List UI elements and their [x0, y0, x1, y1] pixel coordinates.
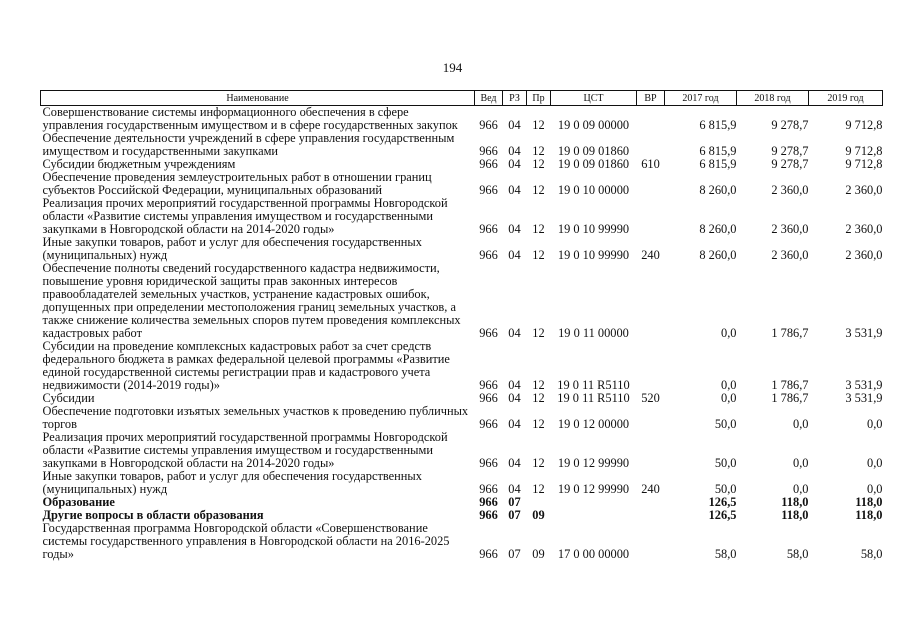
- cell-y2018: 0,0: [793, 456, 809, 470]
- cell-rz: 04: [508, 417, 521, 431]
- cell-cst: 19 0 09 01860: [557, 144, 630, 158]
- cell-vr: [637, 405, 665, 431]
- cell-y2017: 58,0: [714, 547, 737, 561]
- cell-y2017: 50,0: [714, 417, 737, 431]
- cell-y2018: 1 786,7: [771, 378, 809, 392]
- cell-y2019: 9 712,8: [845, 118, 883, 132]
- cell-name: Субсидии на проведение комплексных кадастровых работ за счет средств федерального бюджета в рамках федеральной целевой программы «Развитие единой государственной системы регистрации прав и кадастрового учета недвижимости (2014-2019 годы)»: [42, 339, 450, 392]
- cell-rz: 04: [508, 326, 521, 340]
- table-header: [41, 91, 883, 106]
- cell-name: Образование: [42, 495, 115, 509]
- cell-y2018: 118,0: [781, 508, 809, 522]
- cell-ved: 966: [479, 378, 498, 392]
- header-vr: ВР: [637, 91, 665, 106]
- cell-y2018: 118,0: [781, 495, 809, 509]
- cell-cst: 19 0 09 01860: [557, 157, 630, 171]
- cell-y2018: 2 360,0: [771, 248, 809, 262]
- cell-ved: 966: [479, 183, 498, 197]
- cell-y2017: 0,0: [721, 391, 737, 405]
- cell-y2017: 126,5: [708, 508, 737, 522]
- cell-cst: [551, 509, 637, 522]
- cell-y2018: 9 278,7: [771, 157, 809, 171]
- cell-y2017: 8 260,0: [699, 183, 737, 197]
- cell-name: Иные закупки товаров, работ и услуг для обеспечения государственных (муниципальных) нужд: [42, 469, 422, 496]
- header-2017: 2017 год: [665, 91, 737, 106]
- cell-ved: 966: [479, 118, 498, 132]
- budget-table: [40, 90, 883, 561]
- table-row: [41, 197, 883, 236]
- cell-cst: [551, 496, 637, 509]
- cell-y2017: 0,0: [721, 378, 737, 392]
- cell-name: Совершенствование системы информационного обеспечения в сфере управления государственным имуществом и в сфере государственных закупок: [42, 105, 458, 132]
- cell-vr: 240: [641, 482, 660, 496]
- cell-cst: 19 0 11 R5110: [557, 378, 630, 392]
- header-cst: ЦСТ: [551, 91, 637, 106]
- cell-y2017: 6 815,9: [699, 157, 737, 171]
- cell-rz: 04: [508, 248, 521, 262]
- cell-pr: 09: [532, 547, 545, 561]
- cell-name: Реализация прочих мероприятий государственной программы Новгородской области «Развитие системы управления имуществом и государственными закупками в Новгородской области на 2014-2020 годы»: [42, 430, 448, 470]
- cell-y2018: 0,0: [793, 417, 809, 431]
- cell-pr: 12: [532, 378, 545, 392]
- cell-name: Субсидии: [42, 391, 95, 405]
- cell-y2017: 6 815,9: [699, 118, 737, 132]
- cell-y2019: 2 360,0: [845, 183, 883, 197]
- cell-y2018: 0,0: [793, 482, 809, 496]
- cell-name: Обеспечение деятельности учреждений в сфере управления государственным имуществом и государственными закупками: [42, 131, 455, 158]
- header-2018: 2018 год: [737, 91, 809, 106]
- cell-ved: 966: [479, 144, 498, 158]
- cell-rz: 04: [508, 482, 521, 496]
- header-2019: 2019 год: [809, 91, 883, 106]
- cell-y2019: 0,0: [867, 482, 883, 496]
- cell-y2019: 118,0: [855, 495, 883, 509]
- cell-ved: 966: [479, 391, 498, 405]
- cell-y2019: 3 531,9: [845, 378, 883, 392]
- cell-y2017: 50,0: [714, 456, 737, 470]
- cell-y2017: 0,0: [721, 326, 737, 340]
- header-rz: РЗ: [503, 91, 527, 106]
- cell-y2019: 0,0: [867, 456, 883, 470]
- cell-pr: 12: [532, 326, 545, 340]
- cell-name: Обеспечение проведения землеустроительных работ в отношении границ субъектов Российской Федерации, муниципальных образований: [42, 170, 432, 197]
- cell-pr: 12: [532, 391, 545, 405]
- cell-pr: 12: [532, 118, 545, 132]
- table-row: [41, 340, 883, 392]
- cell-vr: [637, 262, 665, 340]
- table-row: [41, 236, 883, 262]
- cell-y2019: 2 360,0: [845, 222, 883, 236]
- cell-y2018: 9 278,7: [771, 118, 809, 132]
- cell-y2019: 3 531,9: [845, 391, 883, 405]
- cell-pr: 12: [532, 222, 545, 236]
- cell-vr: [637, 496, 665, 509]
- cell-vr: [637, 431, 665, 470]
- cell-y2018: 2 360,0: [771, 183, 809, 197]
- cell-pr: 09: [532, 508, 545, 522]
- cell-vr: [637, 171, 665, 197]
- cell-y2017: 8 260,0: [699, 248, 737, 262]
- cell-y2019: 58,0: [860, 547, 883, 561]
- cell-rz: 07: [508, 495, 521, 509]
- cell-pr: 12: [532, 248, 545, 262]
- cell-y2018: 1 786,7: [771, 326, 809, 340]
- table-row: [41, 171, 883, 197]
- table-row: [41, 431, 883, 470]
- cell-cst: 19 0 12 00000: [557, 417, 630, 431]
- cell-y2018: 2 360,0: [771, 222, 809, 236]
- cell-vr: [637, 522, 665, 561]
- table-row: [41, 132, 883, 158]
- cell-y2017: 8 260,0: [699, 222, 737, 236]
- cell-rz: 04: [508, 222, 521, 236]
- cell-cst: 19 0 11 00000: [558, 326, 629, 340]
- cell-y2018: 1 786,7: [771, 391, 809, 405]
- cell-y2019: 9 712,8: [845, 157, 883, 171]
- header-name: Наименование: [41, 91, 475, 106]
- cell-rz: 04: [508, 157, 521, 171]
- cell-y2017: 6 815,9: [699, 144, 737, 158]
- cell-vr: [637, 340, 665, 392]
- cell-vr: 240: [641, 248, 660, 262]
- cell-name: Государственная программа Новгородской области «Совершенствование системы государственного управления в Новгородской области на 2016-2025 годы»: [42, 521, 450, 561]
- cell-name: Иные закупки товаров, работ и услуг для обеспечения государственных (муниципальных) нужд: [42, 235, 422, 262]
- cell-vr: [637, 106, 665, 133]
- table-row: [41, 106, 883, 133]
- cell-rz: 07: [508, 508, 521, 522]
- cell-ved: 966: [479, 222, 498, 236]
- cell-y2018: 58,0: [786, 547, 809, 561]
- cell-pr: 12: [532, 456, 545, 470]
- cell-vr: 520: [641, 391, 660, 405]
- page-number: 194: [442, 60, 463, 75]
- cell-pr: 12: [532, 417, 545, 431]
- cell-ved: 966: [479, 547, 498, 561]
- cell-pr: 12: [532, 157, 545, 171]
- cell-ved: 966: [479, 417, 498, 431]
- cell-ved: 966: [479, 508, 498, 522]
- cell-rz: 07: [508, 547, 521, 561]
- cell-cst: 19 0 12 99990: [557, 482, 630, 496]
- header-ved: Вед: [475, 91, 503, 106]
- cell-y2019: 3 531,9: [845, 326, 883, 340]
- cell-cst: 19 0 12 99990: [557, 456, 630, 470]
- cell-rz: 04: [508, 118, 521, 132]
- cell-vr: 610: [641, 157, 660, 171]
- cell-ved: 966: [479, 456, 498, 470]
- cell-y2018: 9 278,7: [771, 144, 809, 158]
- cell-ved: 966: [479, 326, 498, 340]
- cell-name: Обеспечение подготовки изъятых земельных участков к проведению публичных торгов: [42, 404, 469, 431]
- table-row: [41, 470, 883, 496]
- cell-pr: 12: [532, 144, 545, 158]
- cell-rz: 04: [508, 456, 521, 470]
- cell-pr: 12: [532, 183, 545, 197]
- table-body: [41, 106, 883, 562]
- cell-ved: 966: [479, 482, 498, 496]
- cell-vr: [637, 132, 665, 158]
- cell-name: Субсидии бюджетным учреждениям: [42, 157, 236, 171]
- cell-y2019: 0,0: [867, 417, 883, 431]
- cell-rz: 04: [508, 183, 521, 197]
- cell-cst: 19 0 10 99990: [557, 222, 630, 236]
- cell-name: Обеспечение полноты сведений государственного кадастра недвижимости, повышение уровня юридической защиты прав законных интересов правообладателей земельных участков, устранение кадастровых ошибок, допущенных при определении местоположения границ земельных участков, а также снижение количества земельных споров путем проведения комплексных кадастровых работ: [42, 261, 461, 340]
- cell-rz: 04: [508, 378, 521, 392]
- cell-rz: 04: [508, 391, 521, 405]
- cell-vr: [637, 509, 665, 522]
- table-row: [41, 405, 883, 431]
- cell-ved: 966: [479, 248, 498, 262]
- cell-pr: 12: [532, 482, 545, 496]
- cell-rz: 04: [508, 144, 521, 158]
- cell-y2019: 2 360,0: [845, 248, 883, 262]
- cell-cst: 19 0 10 00000: [557, 183, 630, 197]
- cell-y2019: 9 712,8: [845, 144, 883, 158]
- cell-name: Реализация прочих мероприятий государственной программы Новгородской области «Развитие системы управления имуществом и государственными закупками в Новгородской области на 2014-2020 годы»: [42, 196, 448, 236]
- cell-cst: 17 0 00 00000: [557, 547, 630, 561]
- cell-name: Другие вопросы в области образования: [42, 508, 264, 522]
- cell-ved: 966: [479, 495, 498, 509]
- cell-y2019: 118,0: [855, 508, 883, 522]
- cell-cst: 19 0 11 R5110: [557, 391, 630, 405]
- cell-cst: 19 0 09 00000: [557, 118, 630, 132]
- cell-cst: 19 0 10 99990: [557, 248, 630, 262]
- cell-vr: [637, 197, 665, 236]
- cell-ved: 966: [479, 157, 498, 171]
- table-row: [41, 262, 883, 340]
- cell-y2017: 50,0: [714, 482, 737, 496]
- cell-y2017: 126,5: [708, 495, 737, 509]
- table-row: [41, 522, 883, 561]
- header-pr: Пр: [527, 91, 551, 106]
